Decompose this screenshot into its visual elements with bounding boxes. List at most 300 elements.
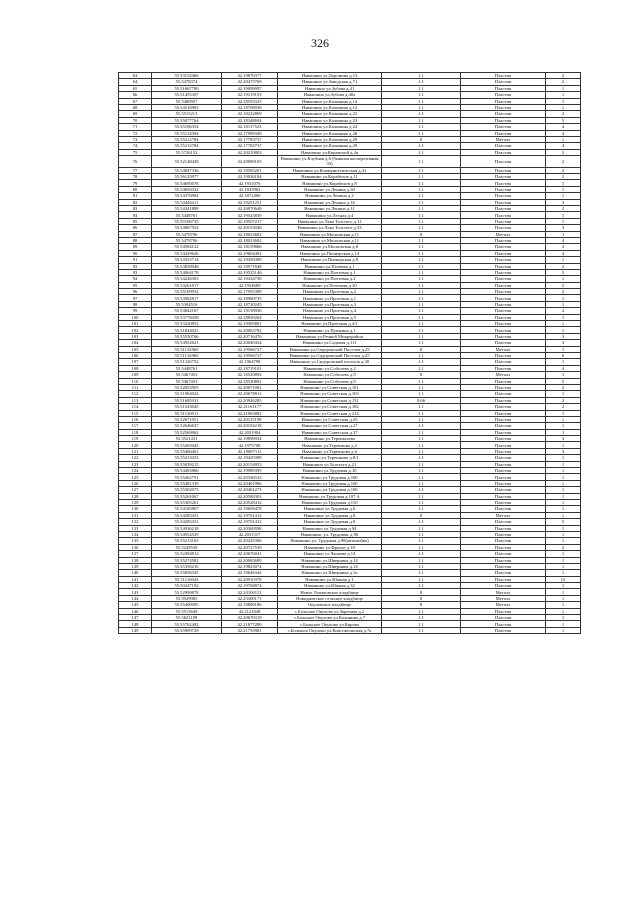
row-number-cell: 72: [119, 130, 152, 136]
address-cell: Навашино ул.Коммунистическая д.41: [278, 167, 382, 173]
volume-cell: 1.1: [382, 174, 461, 180]
latitude-cell: 55.54465866: [152, 468, 222, 474]
latitude-cell: 55.51126911: [152, 410, 222, 416]
latitude-cell: 55.54185867: [152, 506, 222, 512]
longitude-cell: 42.19099097: [222, 85, 278, 91]
address-cell: Навашино ул.Калинина д.23: [278, 117, 382, 123]
count-cell: 1: [546, 186, 581, 192]
address-cell: Окуловское кладбище: [278, 602, 382, 608]
material-cell: Пластик: [461, 531, 546, 537]
volume-cell: 1.1: [382, 378, 461, 384]
longitude-cell: 42.1954689: [222, 282, 278, 288]
count-cell: 1: [546, 608, 581, 614]
address-cell: Новодмитское сельское кладбище: [278, 595, 382, 601]
count-cell: 1: [546, 212, 581, 218]
latitude-cell: 55.55762482: [152, 621, 222, 627]
latitude-cell: 55.55413433: [152, 455, 222, 461]
count-cell: 2: [546, 79, 581, 85]
longitude-cell: 42.19305801: [222, 321, 278, 327]
row-number-cell: 64: [119, 79, 152, 85]
material-cell: Пластик: [461, 143, 546, 149]
material-cell: Пластик: [461, 73, 546, 79]
material-cell: Пластик: [461, 218, 546, 224]
material-cell: Пластик: [461, 378, 546, 384]
volume-cell: 1.1: [382, 73, 461, 79]
longitude-cell: 42.21755981: [222, 627, 278, 633]
latitude-cell: 55.51667780: [152, 85, 222, 91]
latitude-cell: 55.53152466: [152, 73, 222, 79]
longitude-cell: 42.1931076: [222, 180, 278, 186]
longitude-cell: 42.18708038: [222, 104, 278, 110]
address-cell: Навашино ул. Трудовая д.98(автомойка): [278, 538, 382, 544]
longitude-cell: 42.20926285: [222, 397, 278, 403]
longitude-cell: 42.1964798: [222, 359, 278, 365]
longitude-cell: 42.19319153: [222, 92, 278, 98]
count-cell: 1: [546, 538, 581, 544]
row-number-cell: 144: [119, 595, 152, 601]
row-number-cell: 111: [119, 384, 152, 390]
address-cell: Навашино ул.Клубная д.6 (бывшая кооперативная 33): [278, 156, 382, 168]
address-cell: Навашино ул.Проезжая д.4/1: [278, 321, 382, 327]
latitude-cell: 55.51132965: [152, 353, 222, 359]
volume-cell: 8: [382, 372, 461, 378]
longitude-cell: 42.17989349: [222, 130, 278, 136]
row-number-cell: 87: [119, 231, 152, 237]
row-number-cell: 116: [119, 416, 152, 422]
address-cell: Навашино ул.Зубова д.40а: [278, 92, 382, 98]
latitude-cell: 55.5249539: [152, 544, 222, 550]
count-cell: 1: [546, 372, 581, 378]
volume-cell: 1.1: [382, 206, 461, 212]
volume-cell: 1.1: [382, 79, 461, 85]
material-cell: Пластик: [461, 359, 546, 365]
latitude-cell: 55.5467453: [152, 372, 222, 378]
address-cell: Навашино ул.Лесная д.4: [278, 212, 382, 218]
latitude-cell: 55.55132094: [152, 130, 222, 136]
volume-cell: 1.1: [382, 340, 461, 346]
address-cell: Навашино ул.Шверника д.14: [278, 557, 382, 563]
row-number-cell: 82: [119, 199, 152, 205]
volume-cell: 1.1: [382, 276, 461, 282]
latitude-cell: 55.56125977: [152, 174, 222, 180]
address-cell: Навашино ул.Почтовая д.1: [278, 269, 382, 275]
longitude-cell: 42.24100113: [222, 589, 278, 595]
latitude-cell: 55.5513649: [152, 608, 222, 614]
row-number-cell: 129: [119, 499, 152, 505]
latitude-cell: 55.5621109: [152, 615, 222, 621]
latitude-cell: 55.54867554: [152, 225, 222, 231]
address-cell: Навашино ул.Трудовая д.10: [278, 468, 382, 474]
table-row: [119, 156, 581, 168]
count-cell: 1: [546, 493, 581, 499]
longitude-cell: 42.20153046: [222, 225, 278, 231]
address-cell: Навашино ул.Заводская д.71: [278, 79, 382, 85]
latitude-cell: 55.5726152: [152, 149, 222, 155]
volume-cell: 1.1: [382, 301, 461, 307]
volume-cell: 1.1: [382, 237, 461, 243]
count-cell: 1: [546, 563, 581, 569]
latitude-cell: 55.51984024: [152, 391, 222, 397]
volume-cell: 1.1: [382, 244, 461, 250]
latitude-cell: 55.55265045: [152, 442, 222, 448]
longitude-cell: 42.19768874: [222, 583, 278, 589]
material-cell: Пластик: [461, 250, 546, 256]
row-number-cell: 99: [119, 308, 152, 314]
row-number-cell: 142: [119, 583, 152, 589]
longitude-cell: 42.18720245: [222, 301, 278, 307]
row-number-cell: 132: [119, 519, 152, 525]
material-cell: Пластик: [461, 506, 546, 512]
latitude-cell: 55.5467453: [152, 378, 222, 384]
address-cell: Навашино ул.Сидоровский Поселок д.25: [278, 353, 382, 359]
volume-cell: 1.1: [382, 583, 461, 589]
longitude-cell: 42.18222809: [222, 111, 278, 117]
longitude-cell: 42.19646344: [222, 570, 278, 576]
latitude-cell: 55.5448761: [152, 212, 222, 218]
row-number-cell: 65: [119, 85, 152, 91]
address-cell: Навашино ул.Проезжая д.4: [278, 308, 382, 314]
volume-cell: 1.1: [382, 250, 461, 256]
count-cell: 4: [546, 143, 581, 149]
longitude-cell: 42.19525146: [222, 269, 278, 275]
row-number-cell: 73: [119, 136, 152, 142]
longitude-cell: 42.20670319: [222, 615, 278, 621]
material-cell: Пластик: [461, 499, 546, 505]
material-cell: Пластик: [461, 551, 546, 557]
longitude-cell: 42.1845902: [222, 186, 278, 192]
material-cell: Металл: [461, 372, 546, 378]
longitude-cell: 42.20154953: [222, 461, 278, 467]
volume-cell: 1.1: [382, 506, 461, 512]
count-cell: 5: [546, 378, 581, 384]
longitude-cell: 42.19458389: [222, 257, 278, 263]
count-cell: 3: [546, 225, 581, 231]
count-cell: 1: [546, 92, 581, 98]
volume-cell: 1.1: [382, 576, 461, 582]
material-cell: Пластик: [461, 442, 546, 448]
material-cell: Пластик: [461, 301, 546, 307]
latitude-cell: 55.5478796: [152, 231, 222, 237]
longitude-cell: 42.20727539: [222, 544, 278, 550]
material-cell: Пластик: [461, 276, 546, 282]
latitude-cell: 55.5394516: [152, 301, 222, 307]
address-cell: Навашино ул.Почтовая д.2: [278, 276, 382, 282]
volume-cell: 1.1: [382, 130, 461, 136]
longitude-cell: 42.19026184: [222, 174, 278, 180]
material-cell: Пластик: [461, 263, 546, 269]
latitude-cell: 55.5448761: [152, 365, 222, 371]
address-cell: Навашино ул.Трудовая д.110: [278, 499, 382, 505]
row-number-cell: 146: [119, 608, 152, 614]
longitude-cell: 42.2021904: [222, 429, 278, 435]
latitude-cell: 55.51326752: [152, 359, 222, 365]
material-cell: Пластик: [461, 244, 546, 250]
volume-cell: 1.1: [382, 570, 461, 576]
row-number-cell: 93: [119, 269, 152, 275]
address-cell: Навашино ул.Кировской д.2в: [278, 149, 382, 155]
row-number-cell: 110: [119, 378, 152, 384]
material-cell: Пластик: [461, 327, 546, 333]
volume-cell: 1.1: [382, 85, 461, 91]
volume-cell: 1.1: [382, 289, 461, 295]
address-cell: с.Большое Окулово ул.Калинина д.7: [278, 615, 382, 621]
count-cell: 2: [546, 149, 581, 155]
longitude-cell: 42.19566727: [222, 346, 278, 352]
material-cell: Пластик: [461, 104, 546, 110]
volume-cell: 1.1: [382, 416, 461, 422]
volume-cell: 1.1: [382, 333, 461, 339]
address-cell: Навашино ул.Зубова д.41: [278, 85, 382, 91]
longitude-cell: 42.18520892: [222, 372, 278, 378]
count-cell: 1: [546, 487, 581, 493]
row-number-cell: 126: [119, 480, 152, 486]
count-cell: 1: [546, 231, 581, 237]
material-cell: Пластик: [461, 111, 546, 117]
longitude-cell: 42.20475769: [222, 79, 278, 85]
material-cell: Пластик: [461, 156, 546, 168]
longitude-cell: 42.18159866: [222, 244, 278, 250]
row-number-cell: 109: [119, 372, 152, 378]
row-number-cell: 136: [119, 544, 152, 550]
material-cell: Пластик: [461, 608, 546, 614]
longitude-cell: 42.21161177: [222, 404, 278, 410]
material-cell: Металл: [461, 231, 546, 237]
count-cell: 4: [546, 365, 581, 371]
address-cell: Навашино ул.Московская д.11: [278, 231, 382, 237]
volume-cell: 1.1: [382, 474, 461, 480]
row-number-cell: 96: [119, 289, 152, 295]
row-number-cell: 86: [119, 225, 152, 231]
address-cell: Навашино ул.Советская д.214: [278, 410, 382, 416]
row-number-cell: 138: [119, 557, 152, 563]
row-number-cell: 100: [119, 314, 152, 320]
longitude-cell: 42.19543839: [222, 212, 278, 218]
count-cell: 1: [546, 583, 581, 589]
longitude-cell: 42.18553325: [222, 98, 278, 104]
row-number-cell: 104: [119, 340, 152, 346]
row-number-cell: 81: [119, 193, 152, 199]
row-number-cell: 80: [119, 186, 152, 192]
volume-cell: 1.1: [382, 98, 461, 104]
volume-cell: 1.1: [382, 92, 461, 98]
count-cell: 1: [546, 346, 581, 352]
count-cell: 1: [546, 615, 581, 621]
row-number-cell: 89: [119, 244, 152, 250]
volume-cell: 1.1: [382, 621, 461, 627]
count-cell: 2: [546, 111, 581, 117]
volume-cell: 8: [382, 136, 461, 142]
material-cell: Пластик: [461, 282, 546, 288]
volume-cell: 1.1: [382, 615, 461, 621]
address-cell: Навашино ул.Корабелов д.11: [278, 174, 382, 180]
latitude-cell: 55.53220852: [152, 321, 222, 327]
volume-cell: 1.1: [382, 391, 461, 397]
address-cell: Навашино ул.Тереньтьева: [278, 436, 382, 442]
address-cell: Навашино ул.Трудовая д.100: [278, 487, 382, 493]
material-cell: Пластик: [461, 436, 546, 442]
latitude-cell: 55.51455307: [152, 92, 222, 98]
row-number-cell: 112: [119, 391, 152, 397]
count-cell: 1: [546, 180, 581, 186]
volume-cell: 1.1: [382, 308, 461, 314]
address-cell: Навашино ул.Ленина д.11: [278, 206, 382, 212]
count-cell: 2: [546, 544, 581, 550]
material-cell: Пластик: [461, 583, 546, 589]
address-cell: Навашино ул.Соболева д.9: [278, 372, 382, 378]
material-cell: Пластик: [461, 474, 546, 480]
volume-cell: 1.1: [382, 225, 461, 231]
latitude-cell: 55.55481339: [152, 480, 222, 486]
latitude-cell: 55.53902817: [152, 295, 222, 301]
volume-cell: 1.1: [382, 480, 461, 486]
longitude-cell: 42.20040434: [222, 340, 278, 346]
latitude-cell: 55.54353714: [152, 257, 222, 263]
count-cell: 1: [546, 442, 581, 448]
address-cell: Навашино ул.Чапаева д.14: [278, 551, 382, 557]
material-cell: Пластик: [461, 391, 546, 397]
count-cell: 1: [546, 276, 581, 282]
volume-cell: 1.1: [382, 455, 461, 461]
row-number-cell: 75: [119, 149, 152, 155]
longitude-cell: 42.20461273: [222, 487, 278, 493]
latitude-cell: 55.52148438: [152, 156, 222, 168]
count-cell: 1: [546, 359, 581, 365]
address-cell: Навашино ул.Советская д.103: [278, 391, 382, 397]
latitude-cell: 55.54847336: [152, 167, 222, 173]
material-cell: Пластик: [461, 621, 546, 627]
latitude-cell: 55.55909729: [152, 627, 222, 633]
latitude-cell: 55.55109932: [152, 289, 222, 295]
longitude-cell: 42.19158936: [222, 308, 278, 314]
row-number-cell: 105: [119, 346, 152, 352]
material-cell: Металл: [461, 346, 546, 352]
longitude-cell: 42.20336533: [222, 474, 278, 480]
row-number-cell: 141: [119, 576, 152, 582]
count-cell: 4: [546, 237, 581, 243]
latitude-cell: 55.5478374: [152, 79, 222, 85]
latitude-cell: 55.55302075: [152, 487, 222, 493]
address-cell: с.Большое Окулово ул.Заречная д.2: [278, 608, 382, 614]
count-cell: 1: [546, 468, 581, 474]
volume-cell: 1.1: [382, 519, 461, 525]
row-number-cell: 63: [119, 73, 152, 79]
volume-cell: 1.1: [382, 269, 461, 275]
longitude-cell: 42.23300171: [222, 595, 278, 601]
material-cell: Пластик: [461, 455, 546, 461]
row-number-cell: 127: [119, 487, 152, 493]
latitude-cell: 55.54954529: [152, 531, 222, 537]
volume-cell: 0.66: [382, 397, 461, 403]
longitude-cell: 42.19566727: [222, 353, 278, 359]
address-cell: Навашино ул.Калинина д.29: [278, 136, 382, 142]
material-cell: Пластик: [461, 180, 546, 186]
latitude-cell: 55.55106735: [152, 218, 222, 224]
row-number-cell: 78: [119, 174, 152, 180]
latitude-cell: 55.54693332: [152, 186, 222, 192]
address-cell: Навашино ул.Речной Микрорайон: [278, 333, 382, 339]
address-cell: Навашино ул.Калинина д.22: [278, 111, 382, 117]
longitude-cell: 42.20401986: [222, 480, 278, 486]
address-cell: Навашино ул.Московская д.11: [278, 237, 382, 243]
count-cell: 1: [546, 461, 581, 467]
longitude-cell: 42.20588303: [222, 493, 278, 499]
row-number-cell: 117: [119, 423, 152, 429]
row-number-cell: 97: [119, 295, 152, 301]
latitude-cell: 55.51844025: [152, 327, 222, 333]
volume-cell: 1.1: [382, 295, 461, 301]
count-cell: 1: [546, 474, 581, 480]
longitude-cell: 42.19701412: [222, 512, 278, 518]
volume-cell: 1.1: [382, 124, 461, 130]
row-number-cell: 101: [119, 321, 152, 327]
latitude-cell: 55.51132965: [152, 346, 222, 352]
longitude-cell: 42.20219803: [222, 149, 278, 155]
address-cell: Навашино ул.Трудовая д.6: [278, 506, 382, 512]
address-cell: Навашино ул.Сидоровский поселок д.30: [278, 359, 382, 365]
count-cell: 1: [546, 193, 581, 199]
volume-cell: 1.1: [382, 186, 461, 192]
material-cell: Пластик: [461, 130, 546, 136]
longitude-cell: 42.21963882: [222, 410, 278, 416]
latitude-cell: 55.51116943: [152, 576, 222, 582]
latitude-cell: 55.54695078: [152, 180, 222, 186]
material-cell: Пластик: [461, 333, 546, 339]
count-cell: 1: [546, 85, 581, 91]
material-cell: Металл: [461, 602, 546, 608]
count-cell: 2: [546, 404, 581, 410]
count-cell: 4: [546, 130, 581, 136]
latitude-cell: 55.55056345: [152, 570, 222, 576]
material-cell: Металл: [461, 512, 546, 518]
material-cell: Пластик: [461, 480, 546, 486]
longitude-cell: 42.19800186: [222, 602, 278, 608]
longitude-cell: 42.19434738: [222, 276, 278, 282]
row-number-cell: 122: [119, 455, 152, 461]
row-number-cell: 131: [119, 512, 152, 518]
row-number-cell: 103: [119, 333, 152, 339]
longitude-cell: 42.20676041: [222, 551, 278, 557]
latitude-cell: 55.55212784: [152, 143, 222, 149]
row-number-cell: 115: [119, 410, 152, 416]
address-cell: с.Большое Окулово ул.Кирова: [278, 621, 382, 627]
longitude-cell: 42.18117523: [222, 124, 278, 130]
material-cell: Пластик: [461, 212, 546, 218]
material-cell: Пластик: [461, 384, 546, 390]
material-cell: Пластик: [461, 206, 546, 212]
address-cell: Навашино ул.Терешкова д.2: [278, 442, 382, 448]
volume-cell: 1.1: [382, 321, 461, 327]
volume-cell: 1.1: [382, 263, 461, 269]
row-number-cell: 69: [119, 111, 152, 117]
longitude-cell: 42.20065689: [222, 557, 278, 563]
count-cell: 1: [546, 391, 581, 397]
address-cell: Навашино ул.Трудовая д.8: [278, 512, 382, 518]
count-cell: 1: [546, 480, 581, 486]
volume-cell: 1.1: [382, 557, 461, 563]
volume-cell: 8: [382, 231, 461, 237]
latitude-cell: 55.55274582: [152, 557, 222, 563]
material-cell: Пластик: [461, 117, 546, 123]
count-cell: 1: [546, 627, 581, 633]
longitude-cell: 42.1872406: [222, 193, 278, 199]
row-number-cell: 70: [119, 117, 152, 123]
material-cell: Пластик: [461, 269, 546, 275]
volume-cell: 1.1: [382, 257, 461, 263]
latitude-cell: 55.55462791: [152, 474, 222, 480]
row-number-cell: 68: [119, 104, 152, 110]
address-cell: Навашино ул.Советская д.131: [278, 397, 382, 403]
longitude-cell: 42.17783737: [222, 136, 278, 142]
